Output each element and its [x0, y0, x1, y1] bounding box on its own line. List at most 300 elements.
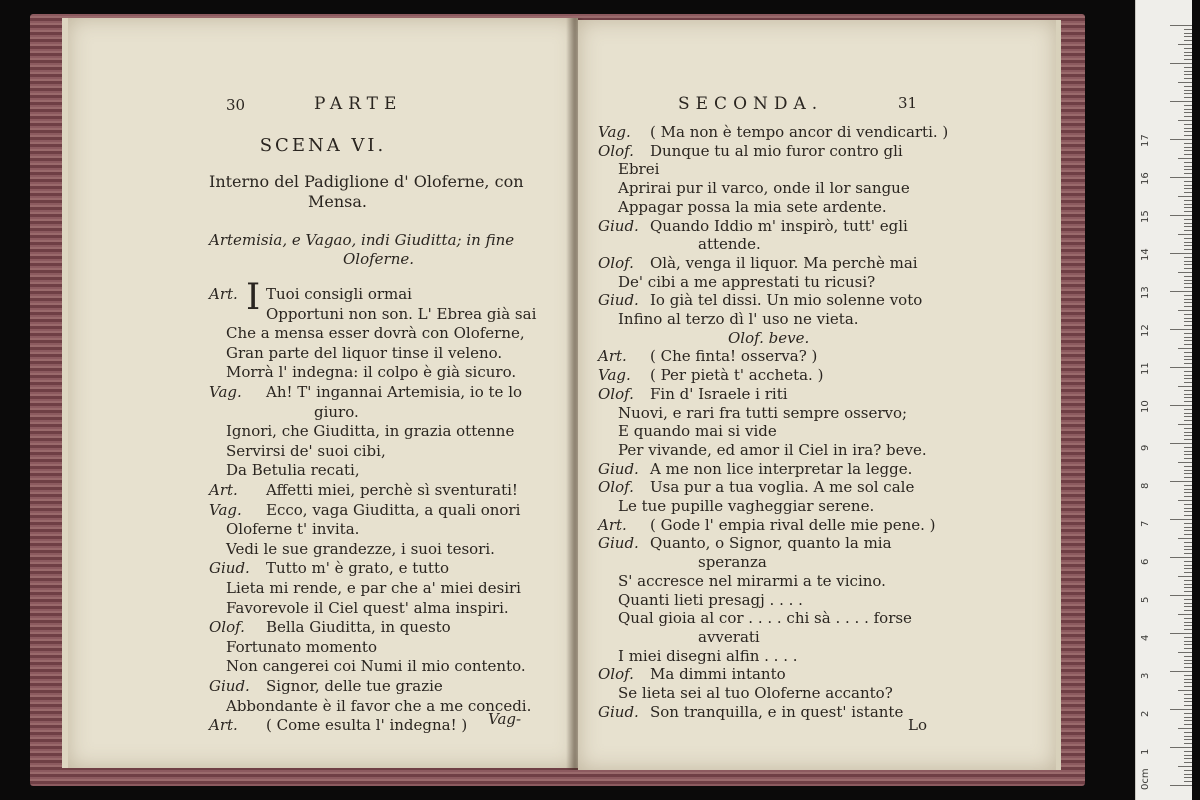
verse-text: ( Per pietà t' accheta. ) — [650, 366, 824, 385]
verse-text: avverati — [698, 627, 760, 646]
verse-text: Favorevole il Ciel quest' alma inspiri. — [226, 598, 509, 617]
ruler-tick — [1184, 751, 1192, 752]
ruler-tick — [1184, 302, 1192, 303]
speaker-label: Olof. — [598, 384, 634, 403]
ruler-tick — [1184, 701, 1192, 702]
setting-line: Interno del Padiglione d' Oloferne, con — [209, 172, 524, 191]
verse-text: Usa pur a tua voglia. A me sol cale — [650, 478, 915, 497]
ruler-tick — [1178, 158, 1192, 159]
verse-text: Ebrei — [618, 160, 660, 179]
speaker-label: Olof. — [598, 665, 634, 684]
verse-text: Gran parte del liquor tinse il veleno. — [226, 343, 503, 362]
ruler-tick — [1184, 546, 1192, 547]
ruler-tick — [1184, 71, 1192, 72]
ruler-tick — [1184, 124, 1192, 125]
ruler-tick — [1184, 261, 1192, 262]
speaker-label: Olof. — [598, 478, 634, 497]
ruler-number: 17 — [1140, 134, 1151, 147]
verse-text: Io già tel dissi. Un mio solenne voto — [650, 291, 923, 310]
ruler-tick — [1184, 527, 1192, 528]
ruler-tick — [1178, 82, 1192, 83]
verse-text: Affetti miei, perchè sì sventurati! — [266, 481, 518, 499]
ruler-tick — [1184, 359, 1192, 360]
ruler-tick — [1184, 340, 1192, 341]
ruler-tick — [1184, 173, 1192, 174]
ruler-tick — [1170, 519, 1192, 520]
verse-text: Ecco, vaga Giuditta, a quali onori — [266, 500, 521, 519]
ruler-tick — [1170, 595, 1192, 596]
ruler-tick — [1184, 150, 1192, 151]
running-head: PARTE — [314, 94, 403, 114]
ruler-tick — [1184, 268, 1192, 269]
ruler-tick — [1184, 660, 1192, 661]
verse-text: Quanti lieti presagj . . . . — [618, 590, 803, 609]
verse-text: Abbondante è il favor che a me concedi. — [226, 696, 532, 715]
ruler-tick — [1184, 736, 1192, 737]
ruler-tick — [1184, 549, 1192, 550]
ruler-tick — [1184, 280, 1192, 281]
ruler-tick — [1184, 743, 1192, 744]
ruler-tick — [1184, 473, 1192, 474]
ruler-tick — [1184, 435, 1192, 436]
speaker-label: Vag. — [209, 500, 242, 519]
ruler-tick — [1184, 52, 1192, 53]
ruler-tick — [1184, 344, 1192, 345]
ruler-tick — [1178, 424, 1192, 425]
speaker-label: Olof. — [209, 618, 245, 637]
ruler-tick — [1184, 732, 1192, 733]
ruler-tick — [1184, 283, 1192, 284]
ruler-tick — [1184, 717, 1192, 718]
verse-text: Servirsi de' suoi cibi, — [226, 441, 386, 460]
verse-text: ( Che finta! osserva? ) — [650, 347, 818, 366]
characters-line: Artemisia, e Vagao, indi Giuditta; in fine — [209, 231, 515, 249]
ruler-tick — [1184, 622, 1192, 623]
verse-text: speranza — [698, 553, 767, 572]
ruler-tick — [1184, 409, 1192, 410]
ruler-tick — [1170, 139, 1192, 140]
ruler-tick — [1178, 462, 1192, 463]
ruler-tick — [1184, 580, 1192, 581]
ruler-tick — [1170, 557, 1192, 558]
ruler-tick — [1184, 314, 1192, 315]
ruler-tick — [1184, 496, 1192, 497]
ruler-tick — [1178, 196, 1192, 197]
ruler-tick — [1170, 481, 1192, 482]
verse-text: Fin d' Israele i riti — [650, 384, 788, 403]
speaker-label: Art. — [598, 347, 627, 366]
ruler-tick — [1184, 515, 1192, 516]
ruler-tick — [1184, 610, 1192, 611]
verse-text: S' accresce nel mirarmi a te vicino. — [618, 571, 886, 590]
ruler-tick — [1184, 629, 1192, 630]
ruler-tick — [1184, 603, 1192, 604]
ruler-tick — [1184, 587, 1192, 588]
ruler-tick — [1184, 318, 1192, 319]
verse-text: ( Come esulta l' indegna! ) — [266, 716, 468, 735]
ruler-tick — [1184, 470, 1192, 471]
ruler-tick — [1184, 276, 1192, 277]
ruler-tick — [1184, 428, 1192, 429]
speaker-label: Art. — [598, 515, 627, 534]
ruler-tick — [1184, 397, 1192, 398]
ruler-tick — [1184, 264, 1192, 265]
verse-text: Olof. beve. — [728, 328, 810, 347]
ruler-tick — [1184, 542, 1192, 543]
speaker-label: Giud. — [598, 459, 639, 478]
verse-text: Lieta mi rende, e par che a' miei desiri — [226, 579, 521, 597]
ruler-tick — [1184, 682, 1192, 683]
ruler-tick — [1184, 154, 1192, 155]
ruler-tick — [1184, 694, 1192, 695]
ruler-tick — [1184, 378, 1192, 379]
speaker-label: Vag. — [598, 123, 631, 141]
ruler-tick — [1170, 747, 1192, 748]
verse-text: Ignori, che Giuditta, in grazia ottenne — [226, 422, 515, 441]
ruler-number: 6 — [1140, 558, 1151, 565]
verse-text: Le tue pupille vagheggiar serene. — [618, 497, 875, 515]
ruler-tick — [1184, 618, 1192, 619]
verse-text: Quanto, o Signor, quanto la mia — [650, 534, 892, 553]
speaker-label: Giud. — [598, 702, 639, 721]
ruler-tick — [1178, 272, 1192, 273]
ruler-tick — [1178, 538, 1192, 539]
running-head: SECONDA. — [678, 94, 824, 114]
speaker-label: Olof. — [598, 253, 634, 272]
ruler-tick — [1184, 762, 1192, 763]
ruler-tick — [1184, 401, 1192, 402]
verse-text: attende. — [698, 235, 761, 254]
ruler-tick — [1184, 777, 1192, 778]
right-page — [578, 20, 1061, 770]
ruler-tick — [1184, 770, 1192, 771]
ruler-tick — [1178, 386, 1192, 387]
ruler-tick — [1184, 238, 1192, 239]
verse-text: Infino al terzo dì l' uso ne vieta. — [618, 310, 859, 328]
ruler-tick — [1184, 287, 1192, 288]
ruler-tick — [1170, 177, 1192, 178]
ruler-tick — [1184, 698, 1192, 699]
ruler-tick — [1184, 162, 1192, 163]
ruler-tick — [1184, 185, 1192, 186]
ruler-tick — [1184, 686, 1192, 687]
ruler-tick — [1178, 120, 1192, 121]
ruler-number: 12 — [1140, 324, 1151, 337]
ruler-tick — [1184, 413, 1192, 414]
ruler-tick — [1170, 405, 1192, 406]
verse-text: Olà, venga il liquor. Ma perchè mai — [650, 253, 918, 272]
ruler-tick — [1184, 572, 1192, 573]
ruler-tick — [1170, 63, 1192, 64]
ruler-tick — [1170, 671, 1192, 672]
verse-text: Qual gioia al cor . . . . chi sà . . . . forse — [618, 609, 912, 628]
ruler-tick — [1184, 48, 1192, 49]
ruler-number: 16 — [1140, 172, 1151, 185]
ruler-tick — [1184, 382, 1192, 383]
ruler-tick — [1184, 534, 1192, 535]
ruler-tick — [1184, 451, 1192, 452]
verse-text: ( Ma non è tempo ancor di vendicarti. ) — [650, 123, 949, 141]
ruler-tick — [1184, 363, 1192, 364]
ruler-tick — [1184, 169, 1192, 170]
drop-initial: I — [246, 277, 261, 318]
speaker-label: Art. — [209, 716, 238, 735]
ruler-tick — [1184, 466, 1192, 467]
ruler-tick — [1170, 291, 1192, 292]
ruler-tick — [1184, 553, 1192, 554]
ruler-tick — [1184, 166, 1192, 167]
ruler-tick — [1184, 90, 1192, 91]
verse-text: A me non lice interpretar la legge. — [650, 459, 913, 478]
ruler-tick — [1184, 226, 1192, 227]
ruler-tick — [1184, 758, 1192, 759]
ruler-unit: 0cm — [1140, 768, 1151, 790]
verse-text: Appagar possa la mia sete ardente. — [618, 197, 887, 216]
page-number: 31 — [898, 94, 918, 112]
ruler-tick — [1178, 728, 1192, 729]
ruler-tick — [1170, 215, 1192, 216]
verse-text: Tutto m' è grato, e tutto — [266, 559, 450, 578]
ruler-tick — [1184, 245, 1192, 246]
ruler-tick — [1178, 44, 1192, 45]
ruler-tick — [1184, 59, 1192, 60]
verse-text: Per vivande, ed amor il Ciel in ira? beve. — [618, 440, 927, 459]
speaker-label: Giud. — [598, 291, 639, 310]
verse-text: Dunque tu al mio furor contro gli — [650, 141, 903, 160]
ruler-tick — [1184, 78, 1192, 79]
verse-text: Che a mensa esser dovrà con Oloferne, — [226, 324, 525, 343]
ruler-tick — [1184, 485, 1192, 486]
ruler-tick — [1184, 394, 1192, 395]
ruler-number: 2 — [1140, 710, 1151, 717]
ruler-tick — [1184, 135, 1192, 136]
ruler-tick — [1178, 652, 1192, 653]
ruler-tick — [1184, 105, 1192, 106]
ruler-tick — [1184, 295, 1192, 296]
ruler-tick — [1184, 40, 1192, 41]
ruler-tick — [1184, 352, 1192, 353]
characters-line: Oloferne. — [343, 250, 415, 268]
ruler-tick — [1184, 705, 1192, 706]
ruler-tick — [1170, 785, 1192, 786]
ruler-tick — [1184, 93, 1192, 94]
speaker-label: Art. — [209, 285, 238, 303]
verse-text: Signor, delle tue grazie — [266, 677, 443, 695]
ruler-tick — [1184, 720, 1192, 721]
ruler-tick — [1184, 109, 1192, 110]
ruler-number: 11 — [1140, 362, 1151, 375]
ruler-tick — [1184, 29, 1192, 30]
verse-text: E quando mai si vide — [618, 422, 777, 441]
ruler-tick — [1184, 86, 1192, 87]
ruler-tick — [1184, 128, 1192, 129]
ruler-number: 9 — [1140, 444, 1151, 451]
ruler-tick — [1184, 219, 1192, 220]
ruler-tick — [1184, 242, 1192, 243]
verse-text: Oloferne t' invita. — [226, 520, 360, 539]
speaker-label: Vag. — [209, 383, 242, 401]
ruler-tick — [1184, 230, 1192, 231]
ruler-tick — [1184, 584, 1192, 585]
setting-line: Mensa. — [308, 192, 367, 211]
ruler-tick — [1184, 249, 1192, 250]
ruler-number: 4 — [1140, 634, 1151, 641]
ruler-tick — [1184, 606, 1192, 607]
verse-text: De' cibi a me apprestati tu ricusi? — [618, 272, 876, 291]
ruler-tick — [1184, 492, 1192, 493]
ruler-tick — [1178, 348, 1192, 349]
ruler-tick — [1184, 565, 1192, 566]
ruler-tick — [1170, 329, 1192, 330]
ruler-tick — [1184, 33, 1192, 34]
verse-text: Se lieta sei al tuo Oloferne accanto? — [618, 684, 893, 702]
ruler-tick — [1184, 67, 1192, 68]
ruler-tick — [1184, 523, 1192, 524]
ruler-tick — [1184, 375, 1192, 376]
ruler-number: 8 — [1140, 482, 1151, 489]
verse-text: giuro. — [314, 402, 359, 421]
speaker-label: Art. — [209, 481, 238, 499]
ruler-tick — [1184, 667, 1192, 668]
ruler-tick — [1184, 489, 1192, 490]
ruler-tick — [1184, 781, 1192, 782]
verse-text: ( Gode l' empia rival delle mie pene. ) — [650, 515, 936, 534]
ruler-tick — [1184, 599, 1192, 600]
speaker-label: Giud. — [598, 216, 639, 235]
verse-text: I miei disegni alfin . . . . — [618, 646, 798, 665]
ruler-tick — [1184, 675, 1192, 676]
ruler-tick — [1184, 200, 1192, 201]
verse-text: Morrà l' indegna: il colpo è già sicuro. — [226, 363, 517, 382]
ruler-tick — [1184, 508, 1192, 509]
page-number: 30 — [226, 96, 246, 114]
speaker-label: Olof. — [598, 141, 634, 160]
speaker-label: Giud. — [598, 534, 639, 553]
ruler-tick — [1184, 192, 1192, 193]
ruler-tick — [1184, 739, 1192, 740]
ruler-number: 5 — [1140, 596, 1151, 603]
verse-text: Opportuni non son. L' Ebrea già sai — [266, 304, 537, 323]
ruler-tick — [1184, 371, 1192, 372]
ruler-tick — [1184, 333, 1192, 334]
catchword: Vag- — [488, 710, 522, 728]
ruler-tick — [1184, 458, 1192, 459]
ruler-tick — [1184, 663, 1192, 664]
ruler-tick — [1170, 633, 1192, 634]
ruler-number: 15 — [1140, 210, 1151, 223]
ruler-tick — [1184, 724, 1192, 725]
verse-text: Ma dimmi intanto — [650, 665, 786, 684]
ruler-tick — [1184, 356, 1192, 357]
ruler-number: 1 — [1140, 748, 1151, 755]
ruler-tick — [1184, 211, 1192, 212]
ruler-tick — [1184, 679, 1192, 680]
ruler-tick — [1184, 713, 1192, 714]
ruler-tick — [1184, 223, 1192, 224]
ruler-tick — [1184, 454, 1192, 455]
ruler-number: 7 — [1140, 520, 1151, 527]
ruler-tick — [1184, 420, 1192, 421]
ruler-tick — [1170, 443, 1192, 444]
ruler-tick — [1184, 390, 1192, 391]
ruler-tick — [1184, 257, 1192, 258]
ruler-tick — [1178, 614, 1192, 615]
ruler-tick — [1178, 234, 1192, 235]
ruler-tick — [1184, 644, 1192, 645]
ruler-tick — [1184, 188, 1192, 189]
verse-text: Son tranquilla, e in quest' istante — [650, 702, 904, 721]
ruler-tick — [1184, 55, 1192, 56]
ruler-tick — [1184, 530, 1192, 531]
ruler-tick — [1184, 306, 1192, 307]
ruler-tick — [1184, 755, 1192, 756]
ruler-tick — [1170, 709, 1192, 710]
ruler-number: 14 — [1140, 248, 1151, 261]
ruler-tick — [1170, 367, 1192, 368]
ruler-tick — [1178, 576, 1192, 577]
ruler-tick — [1178, 690, 1192, 691]
ruler-tick — [1184, 204, 1192, 205]
ruler-number: 3 — [1140, 672, 1151, 679]
verse-text: Ah! T' ingannai Artemisia, io te lo — [266, 383, 523, 401]
ruler-tick — [1184, 181, 1192, 182]
ruler-tick — [1184, 207, 1192, 208]
ruler-number: 13 — [1140, 286, 1151, 299]
speaker-label: Giud. — [209, 677, 250, 695]
speaker-label: Vag. — [598, 366, 631, 385]
ruler-tick — [1184, 143, 1192, 144]
ruler-tick — [1184, 648, 1192, 649]
ruler-tick — [1184, 504, 1192, 505]
ruler-tick — [1178, 766, 1192, 767]
ruler-tick — [1184, 625, 1192, 626]
ruler-tick — [1184, 641, 1192, 642]
ruler-tick — [1184, 337, 1192, 338]
verse-text: Tuoi consigli ormai — [266, 285, 412, 303]
ruler-tick — [1184, 112, 1192, 113]
ruler-tick — [1184, 637, 1192, 638]
left-page — [62, 18, 578, 768]
ruler-tick — [1184, 147, 1192, 148]
ruler-tick — [1184, 447, 1192, 448]
measuring-ruler — [1135, 0, 1192, 800]
verse-text: Da Betulia recati, — [226, 461, 360, 480]
ruler-tick — [1170, 253, 1192, 254]
ruler-tick — [1184, 511, 1192, 512]
verse-text: Non cangerei coi Numi il mio contento. — [226, 657, 526, 676]
verse-text: Fortunato momento — [226, 637, 377, 656]
ruler-tick — [1184, 74, 1192, 75]
ruler-tick — [1184, 299, 1192, 300]
ruler-tick — [1178, 500, 1192, 501]
ruler-tick — [1170, 101, 1192, 102]
ruler-tick — [1184, 568, 1192, 569]
ruler-tick — [1184, 325, 1192, 326]
speaker-label: Giud. — [209, 559, 250, 578]
verse-text: Aprirai pur il varco, onde il lor sangue — [618, 179, 910, 198]
ruler-tick — [1184, 131, 1192, 132]
ruler-tick — [1184, 416, 1192, 417]
verse-text: Vedi le sue grandezze, i suoi tesori. — [226, 539, 495, 558]
ruler-tick — [1184, 774, 1192, 775]
ruler-tick — [1184, 656, 1192, 657]
ruler-tick — [1184, 561, 1192, 562]
ruler-tick — [1178, 310, 1192, 311]
ruler-tick — [1170, 25, 1192, 26]
verse-text: Bella Giuditta, in questo — [266, 618, 451, 637]
verse-text: Nuovi, e rari fra tutti sempre osservo; — [618, 403, 908, 422]
ruler-tick — [1184, 116, 1192, 117]
